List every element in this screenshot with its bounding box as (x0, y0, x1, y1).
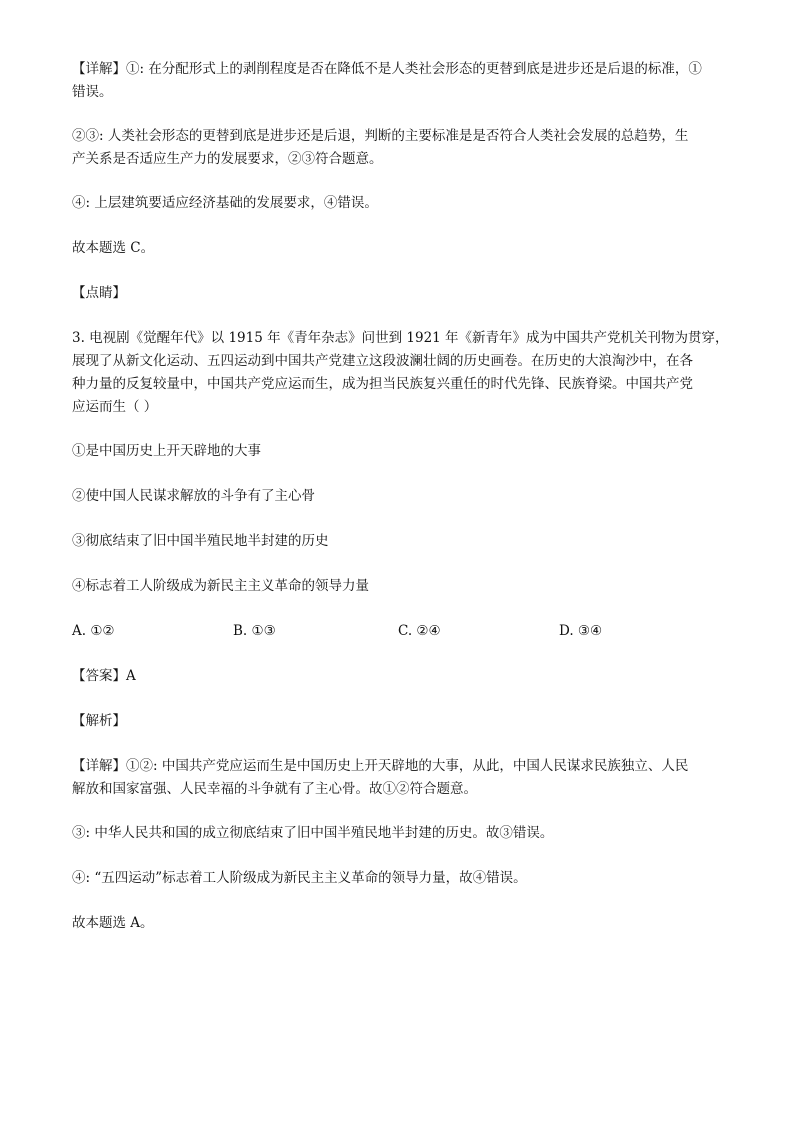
option-c: C. ②④ (398, 623, 441, 639)
text-line: ②③: 人类社会形态的更替到底是进步还是后退，判断的主要标准是是否符合人类社会发展的总趋势，生 (72, 128, 689, 144)
text-line: 【详解】①②: 中国共产党应运而生是中国历史上开天辟地的大事，从此，中国人民谋求民族独立、人民 (72, 758, 689, 774)
statement-item: ②使中国人民谋求解放的斗争有了主心骨 (72, 488, 315, 504)
document-page (72, 58, 729, 957)
text-line: 产关系是否适应生产力的发展要求，②③符合题意。 (72, 151, 383, 167)
statement-item: ④标志着工人阶级成为新民主主义革命的领导力量 (72, 578, 369, 594)
option-d: D. ③④ (559, 623, 603, 639)
answer-options (72, 620, 726, 642)
text-line: 解放和国家富强、人民幸福的斗争就有了主心骨。故①②符合题意。 (72, 781, 477, 797)
statement-item: ③彻底结束了旧中国半殖民地半封建的历史 (72, 533, 329, 549)
statement-item: ①是中国历史上开天辟地的大事 (72, 443, 261, 459)
conclusion-2: 故本题选 A。 (72, 915, 154, 931)
detail-paragraph-3: ④: 上层建筑要适应经济基础的发展要求，④错误。 (72, 195, 378, 211)
option-b: B. ①③ (233, 623, 276, 639)
question-line: 展现了从新文化运动、五四运动到中国共产党建立这段波澜壮阔的历史画卷。在历史的大浪淘沙中，在各 (72, 353, 693, 369)
detail-paragraph-2 (72, 125, 726, 171)
dianjing-heading: 【点睛】 (72, 285, 126, 301)
question-line: 3. 电视剧《觉醒年代》以 1915 年《青年杂志》问世到 1921 年《新青年》成为中国共产党机关刊物为贯穿， (72, 330, 729, 346)
detail-paragraph-5: ③: 中华人民共和国的成立彻底结束了旧中国半殖民地半封建的历史。故③错误。 (72, 825, 554, 841)
text-line: 错误。 (72, 84, 113, 100)
analysis-heading: 【解析】 (72, 713, 126, 729)
text-line: 【详解】①: 在分配形式上的剥削程度是否在降低不是人类社会形态的更替到底是进步还是后退的标准，① (72, 61, 702, 77)
conclusion-1: 故本题选 C。 (72, 240, 155, 256)
question-line: 种力量的反复较量中，中国共产党应运而生，成为担当民族复兴重任的时代先锋、民族脊梁。中国共产党 (72, 376, 693, 392)
detail-paragraph-4 (72, 755, 726, 801)
detail-paragraph-6: ④: “五四运动”标志着工人阶级成为新民主主义革命的领导力量，故④错误。 (72, 870, 527, 886)
detail-paragraph-1 (72, 58, 726, 104)
answer-line: 【答案】A (72, 668, 136, 684)
question-line: 应运而生（ ） (72, 399, 158, 415)
question-3 (72, 327, 729, 419)
option-a: A. ①② (72, 623, 115, 639)
